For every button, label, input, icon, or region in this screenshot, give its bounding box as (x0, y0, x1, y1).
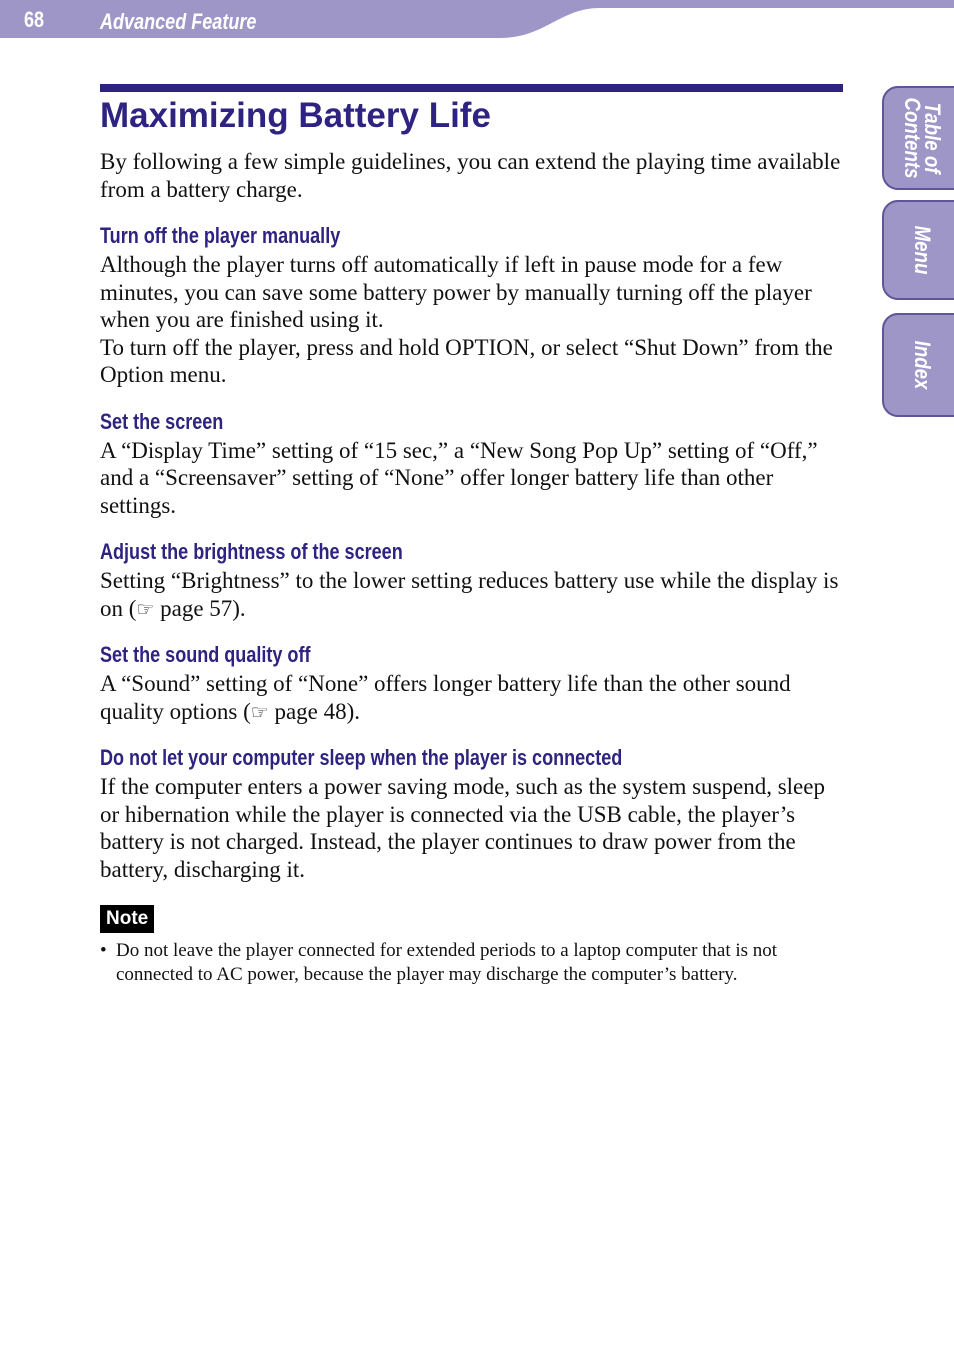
section-brightness (100, 539, 843, 622)
section-heading: Turn off the player manually (100, 223, 341, 248)
section-title: Advanced Feature (100, 9, 257, 34)
section-paragraph: Although the player turns off automatically if left in pause mode for a few minutes, you can save some battery power by manually turning off the player when you are finished using it. (100, 252, 812, 332)
section-paragraph: To turn off the player, press and hold OPTION, or select “Shut Down” from the Option menu. (100, 334, 833, 387)
tab-index-label: Index (910, 340, 935, 390)
note-item (100, 939, 843, 987)
pointing-finger-icon: ☞ (250, 701, 269, 724)
section-set-screen (100, 409, 843, 520)
section-paragraph (100, 567, 843, 622)
header-band (0, 0, 954, 40)
tab-menu-label: Menu (910, 225, 935, 275)
intro-paragraph: By following a few simple guidelines, you can extend the playing time available from a battery charge. (100, 149, 841, 202)
main-content (100, 84, 843, 987)
tab-table-of-contents-label: Table of Contents (900, 97, 945, 179)
note-text: Do not leave the player connected for extended periods to a laptop computer that is not connected to AC power, because the player may discharge the computer’s battery. (116, 940, 778, 985)
paragraph-text: A “Sound” setting of “None” offers longer battery life than the other sound quality options ( (100, 671, 791, 724)
note-list (100, 939, 843, 987)
tab-index[interactable] (882, 313, 954, 417)
section-paragraph: A “Display Time” setting of “15 sec,” a “New Song Pop Up” setting of “Off,” and a “Screensaver” setting of “None” offer longer battery life than other settings. (100, 437, 818, 518)
page-number: 68 (24, 7, 45, 32)
section-turn-off (100, 223, 843, 389)
page-title: Maximizing Battery Life (100, 96, 491, 135)
page-reference-link[interactable]: page 57). (154, 595, 246, 621)
bullet: • (100, 940, 107, 961)
section-heading: Set the sound quality off (100, 642, 311, 667)
section-paragraph: If the computer enters a power saving mode, such as the system suspend, sleep or hibernation while the player is connected via the USB cable, the player’s battery is not charged. Instead, the player continues to draw power from the battery, discharging it. (100, 774, 825, 882)
page-reference-link[interactable]: page 48). (268, 698, 361, 724)
section-sound-quality (100, 642, 843, 725)
pointing-finger-icon: ☞ (136, 598, 155, 621)
paragraph-text: Setting “Brightness” to the lower setting reduces battery use while the display is on ( (100, 568, 839, 621)
section-heading: Do not let your computer sleep when the player is connected (100, 745, 623, 770)
title-rule (100, 84, 843, 92)
section-paragraph (100, 670, 843, 725)
section-computer-sleep (100, 745, 843, 883)
tab-menu[interactable] (882, 200, 954, 300)
note-badge: Note (100, 905, 154, 933)
section-heading: Adjust the brightness of the screen (100, 539, 403, 564)
section-heading: Set the screen (100, 408, 224, 434)
tab-table-of-contents[interactable] (882, 86, 954, 190)
